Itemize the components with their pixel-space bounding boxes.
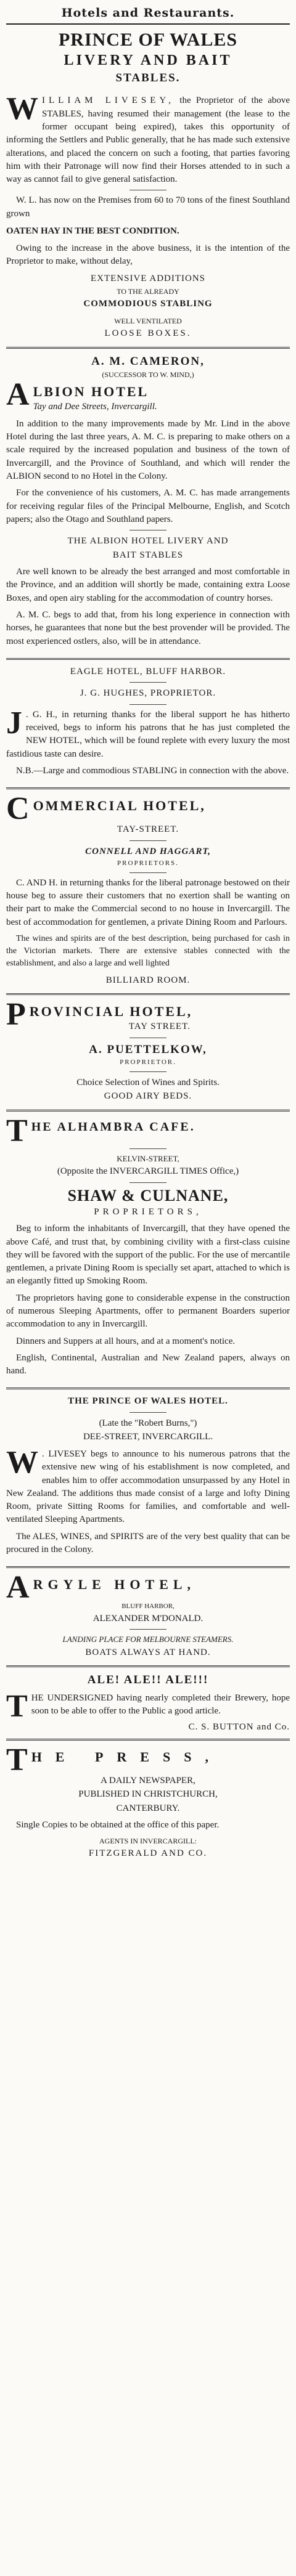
ad-street: TAY-STREET. (117, 824, 179, 835)
ad-title: HE PRESS, (31, 1749, 222, 1765)
ad-text: The wines and spirits are of the best description, being purchased for cash in the Victorian markets. There are extensive stables connected with the establishment, and also a large and well lighted (6, 934, 290, 968)
ad-address: Tay and Dee Streets, Invercargill. (33, 402, 157, 412)
ad-emphasis: OATEN HAY IN THE BEST CONDITION. (6, 226, 179, 236)
ad-subtitle: PROPRIETOR. (120, 1058, 176, 1067)
ad-text: In addition to the many improvements made by Mr. Lind in the above Hotel during the last three years, A. M. C. is preparing to make others on a scale required by the increased population and business of the town of Invercargill, and the Province of Southland, and which will render the ALBION second to no Hotel in the Colony. (6, 418, 290, 481)
ad-title: PRINCE OF WALES (58, 30, 238, 50)
drop-cap: W (6, 91, 38, 127)
ad-street: TAY STREET. (128, 1022, 191, 1032)
ad-emphasis: TO THE ALREADY (117, 286, 179, 296)
ad-title: STABLES. (115, 71, 181, 84)
ad-title: RGYLE HOTEL, (33, 1577, 196, 1593)
ad-text: For the convenience of his customers, A. M. C. has made arrangements for receiving regular files of the Principal Melbourne, English, and Scotch papers; also the Otago and Southland papers. (6, 488, 290, 524)
divider (130, 1182, 166, 1183)
ad-ale (6, 1667, 290, 1740)
drop-cap: A (6, 380, 30, 413)
ad-commercial-hotel (6, 789, 290, 995)
ad-title: ALE! ALE!! ALE!!! (87, 1673, 209, 1687)
drop-cap: T (6, 1116, 28, 1145)
ad-emphasis: LOOSE BOXES. (104, 328, 192, 339)
proprietor-name: ALEXANDER M'DONALD. (92, 1613, 204, 1623)
drop-cap: A (6, 1573, 30, 1602)
ad-subtitle: THE ALBION HOTEL LIVERY AND (67, 536, 229, 546)
ad-title-row (6, 1000, 290, 1034)
ad-prince-hotel (6, 1389, 290, 1568)
divider (130, 1148, 166, 1149)
drop-cap: T (6, 1689, 28, 1724)
ad-argyle-hotel (6, 1568, 290, 1667)
ad-subtitle: PUBLISHED IN CHRISTCHURCH, (78, 1789, 218, 1800)
ad-text: Choice Selection of Wines and Spirits. (76, 1077, 220, 1087)
divider (130, 840, 166, 841)
ad-text: A. M. C. begs to add that, from his long experience in connection with horses, he guarantees that none but the best provender will be provided. The most experienced ostlers, also, will be in attendance. (6, 610, 290, 646)
ad-the-press (6, 1741, 290, 1867)
ad-subtitle: PROPRIETORS. (117, 859, 179, 867)
divider (130, 1412, 166, 1413)
newspaper-column (6, 0, 290, 1867)
ad-eagle-hotel (6, 660, 290, 789)
ad-emphasis: EXTENSIVE ADDITIONS (90, 274, 206, 284)
ad-title: EAGLE HOTEL, BLUFF HARBOR. (70, 666, 226, 677)
ad-text: The proprietors having gone to considerable expense in the construction of numerous Sleeping Apartments, offer to permanent Boarders superior accommodation to any in Invercargill. (6, 1293, 290, 1330)
divider (130, 682, 166, 683)
proprietor-name: ILLIAM LIVESEY, (42, 95, 175, 106)
ad-title-row (6, 1745, 290, 1774)
ad-text: HE UNDERSIGNED having nearly completed their Brewery, hope soon to be able to offer to the Public a good article. (31, 1693, 290, 1717)
ad-street: KELVIN-STREET, (117, 1153, 179, 1163)
ad-title-row (6, 1116, 290, 1145)
ad-text: English, Continental, Australian and New Zealand papers, always on hand. (6, 1352, 290, 1376)
ad-subtitle: (Late the "Robert Burns,") (99, 1418, 197, 1428)
ad-text: C. AND H. in returning thanks for the liberal patronage bestowed on their house beg to assure their customers that no exertion shall be wanting on their part to make the Commercial second to no house in Invercargill. The best of accommodation for gentlemen, a private Dining Room and Parlours. (6, 877, 290, 927)
ad-body (6, 1444, 290, 1527)
ad-title: LBION HOTEL (33, 384, 149, 400)
ad-title: ROVINCIAL HOTEL, (29, 1004, 193, 1020)
ad-subtitle: (SUCCESSOR TO W. MIND,) (102, 370, 194, 380)
ad-title: OMMERCIAL HOTEL, (33, 798, 206, 814)
ad-title: HE ALHAMBRA CAFE. (31, 1119, 195, 1134)
ad-subtitle: PROPRIETORS, (94, 1206, 202, 1217)
ad-text: . G. H., in returning thanks for the liberal support he has hitherto received, begs to inform his patrons that he has just completed the NEW HOTEL, which will be found replete with every luxury the most fastidious taste can desire. (6, 709, 290, 759)
ad-body (6, 705, 290, 761)
ad-subtitle: AGENTS IN INVERCARGILL: (99, 1837, 197, 1846)
ad-subtitle: BAIT STABLES (112, 550, 184, 560)
proprietor-name: A. M. CAMERON, (91, 354, 205, 368)
ad-alhambra-cafe (6, 1111, 290, 1390)
ad-title: LIVERY AND BAIT (64, 52, 232, 68)
drop-cap: T (6, 1745, 28, 1774)
ad-emphasis: COMMODIOUS STABLING (83, 298, 213, 309)
drop-cap: W (6, 1444, 38, 1480)
proprietor-name: CONNELL AND HAGGART, (85, 846, 211, 856)
ad-albion-hotel (6, 349, 290, 660)
ad-text: Beg to inform the inhabitants of Invercargill, that they have opened the above Café, and trust that, by combining civility with a first-class cuisine they will be favored with the support of the public. For the use of mercantile gentlemen, a private Dining Room is specially set apart, attached to which is an elegantly fitted up Smoking Room. (6, 1224, 290, 1286)
ad-signature: C. S. BUTTON and Co. (188, 1721, 290, 1732)
ad-title-row (6, 794, 290, 823)
divider (130, 704, 166, 705)
divider (130, 872, 166, 873)
drop-cap: J (6, 705, 22, 741)
proprietor-name: A. PUETTELKOW, (89, 1042, 207, 1056)
section-header: Hotels and Restaurants. (6, 4, 290, 25)
drop-cap: C (6, 794, 30, 823)
ad-text: N.B.—Large and commodious STABLING in connection with the above. (16, 766, 289, 776)
ad-text: Are well known to be already the best arranged and most comfortable in the Province, and an addition will shortly be made, containing extra Loose Boxes, and open airy stabling for the accommodation of country horses. (6, 567, 290, 603)
drop-cap: P (6, 1000, 26, 1033)
ad-title-row (6, 380, 290, 414)
ad-subtitle: A DAILY NEWSPAPER, (101, 1775, 195, 1786)
ad-emphasis: GOOD AIRY BEDS. (104, 1091, 192, 1102)
ad-text: the Proprietor of the above STABLES, having resumed their management (the lease to the former occupant being expired), takes this opportunity of informing the Settlers and Public generally, that he has made such extensive alterations, and placed the concern on such a footing, that parties favoring him with their Patronage will now find their Horses attended to in such a way as cannot fail to give general satisfaction. (6, 95, 290, 185)
ad-emphasis: BILLIARD ROOM. (105, 975, 191, 985)
ad-emphasis: FITZGERALD AND CO. (88, 1848, 208, 1859)
ad-street: BLUFF HARBOR, (121, 1603, 175, 1611)
proprietor-name: SHAW & CULNANE, (67, 1186, 229, 1205)
ad-title-row (6, 1573, 290, 1601)
ad-body (6, 91, 290, 186)
ad-street: DEE-STREET, INVERCARGILL. (83, 1432, 213, 1442)
ad-subtitle: CANTERBURY. (116, 1803, 180, 1813)
ad-text: The ALES, WINES, and SPIRITS are of the very best quality that can be procured in the Colony. (6, 1531, 290, 1555)
divider (130, 1629, 166, 1630)
ad-text: Single Copies to be obtained at the office of this paper. (16, 1820, 220, 1830)
ad-emphasis: WELL VENTILATED (114, 317, 182, 326)
ad-body (6, 1689, 290, 1724)
ad-text: W. L. has now on the Premises from 60 to 70 tons of the finest Southland grown (6, 195, 290, 219)
ad-title: THE PRINCE OF WALES HOTEL. (68, 1396, 228, 1407)
ad-emphasis: BOATS ALWAYS AT HAND. (85, 1647, 211, 1657)
ad-text: Dinners and Suppers at all hours, and at a moment's notice. (16, 1336, 236, 1346)
ad-provincial-hotel (6, 995, 290, 1111)
ad-text: . LIVESEY begs to announce to his numerous patrons that the extensive new wing of his establishment is now completed, and enables him to offer accommodation unsurpassed by any Hotel in New Zealand. The additions thus made consist of a large and lofty Dining Room, private Sitting Rooms for families, and comfortable and well-ventilated Sleeping Apartments. (6, 1448, 290, 1525)
ad-text: Owing to the increase in the above business, it is the intention of the Proprietor to make, without delay, (6, 243, 290, 266)
ad-subtitle: (Opposite the INVERCARGILL TIMES Office,) (57, 1166, 239, 1177)
proprietor-name: J. G. HUGHES, PROPRIETOR. (80, 688, 216, 699)
ad-text: LANDING PLACE FOR MELBOURNE STEAMERS. (62, 1635, 234, 1644)
divider (130, 1071, 166, 1072)
ad-prince-stables (6, 25, 290, 349)
